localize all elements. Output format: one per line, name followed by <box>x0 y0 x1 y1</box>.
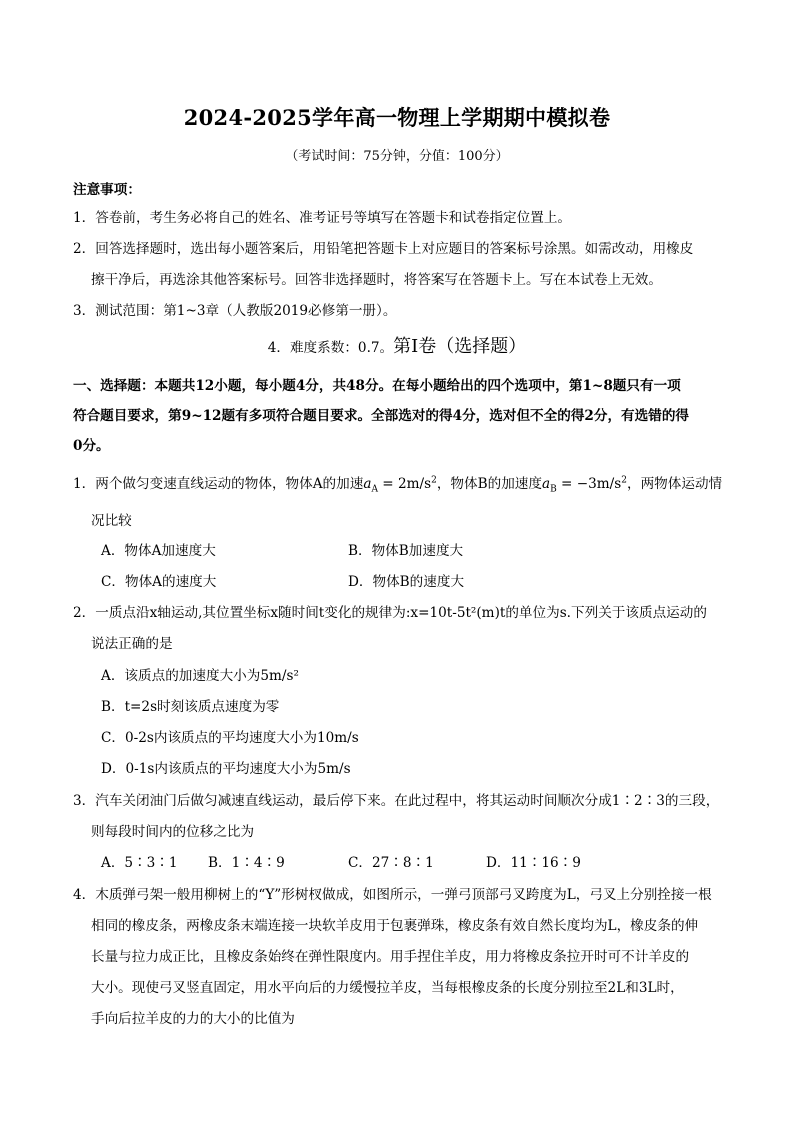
q1-eq-b: = −3m/s <box>556 476 622 492</box>
difficulty-note: 4．难度系数：0.7。 <box>267 340 394 356</box>
q1-sub-a: A <box>371 484 378 495</box>
q2-option-a: A．该质点的加速度大小为5m/s² <box>101 668 299 684</box>
q3-stem: 3．汽车关闭油门后做匀减速直线运动，最后停下来。在此过程中，将其运动时间顺次分成1∶2∶3的三段， <box>73 793 720 809</box>
q1-sup-b: 2 <box>621 475 627 486</box>
q2-option-d: D．0-1s内该质点的平均速度大小为5m/s <box>101 761 351 777</box>
q1-option-b: B．物体B加速度大 <box>348 543 464 559</box>
q1-stem <box>73 472 722 495</box>
q1-stem-cont: 况比较 <box>91 513 132 529</box>
note-item-2-cont: 擦干净后，再选涂其他答案标号。回答非选择题时，将答案写在答题卡上。写在本试卷上无效。 <box>91 272 662 288</box>
q3-stem-cont: 则每段时间内的位移之比为 <box>91 824 255 840</box>
q4-stem-4: 大小。现使弓叉竖直固定，用水平向后的力缓慢拉羊皮，当每根橡皮条的长度分别拉至2L和3L时， <box>91 980 684 996</box>
q1-formula-a: a <box>363 476 372 492</box>
q2-option-b: B．t=2s时刻该质点速度为零 <box>101 699 280 715</box>
section-heading-row <box>0 332 794 358</box>
q1-sup-a: 2 <box>431 475 437 486</box>
q1-option-c: C．物体A的速度大 <box>101 574 217 590</box>
q3-option-b: B．1∶4∶9 <box>208 855 285 871</box>
q1-sub-b: B <box>550 484 557 495</box>
q4-stem-2: 相同的橡皮条，两橡皮条末端连接一块软羊皮用于包裹弹珠，橡皮条有效自然长度均为L，橡皮条的伸 <box>91 918 699 934</box>
note-item-2: 2．回答选择题时，选出每小题答案后，用铅笔把答题卡上对应题目的答案标号涂黑。如需改动，用橡皮 <box>73 241 694 257</box>
q4-stem-3: 长量与拉力成正比，且橡皮条始终在弹性限度内。用手捏住羊皮，用力将橡皮条拉开时可不计羊皮的 <box>91 949 690 965</box>
section1-line-1: 一、选择题：本题共12小题，每小题4分，共48分。在每小题给出的四个选项中，第1~8题只有一项 <box>73 378 681 394</box>
q2-stem: 2．一质点沿x轴运动,其位置坐标x随时间t变化的规律为:x=10t-5t²(m)t的单位为s.下列关于该质点运动的 <box>73 605 707 621</box>
q4-stem-1: 4．木质弹弓架一般用柳树上的“Y”形树杈做成，如图所示，一弹弓顶部弓叉跨度为L，弓叉上分别拴接一根 <box>73 887 712 903</box>
exam-subtitle: （考试时间：75分钟，分值：100分） <box>285 149 509 164</box>
q1-text-1: 1．两个做匀变速直线运动的物体，物体A的加速 <box>73 476 364 492</box>
note-item-3: 3．测试范围：第1~3章（人教版2019必修第一册）。 <box>73 303 397 319</box>
section1-line-3: 0分。 <box>73 438 110 454</box>
q2-option-c: C．0-2s内该质点的平均速度大小为10m/s <box>101 730 359 746</box>
q2-stem-cont: 说法正确的是 <box>91 636 173 652</box>
q1-option-a: A．物体A加速度大 <box>101 543 216 559</box>
q1-eq-a: = 2m/s <box>377 476 432 492</box>
exam-title: 2024-2025学年高一物理上学期期中模拟卷 <box>183 105 611 130</box>
section1-line-2: 符合题目要求，第9~12题有多项符合题目要求。全部选对的得4分，选对但不全的得2分，有选错的得 <box>73 408 690 424</box>
q1-text-3: ，两物体运动情 <box>626 476 723 492</box>
q4-stem-5: 手向后拉羊皮的力的大小的比值为 <box>91 1011 295 1027</box>
q3-option-a: A．5∶3∶1 <box>101 855 178 871</box>
notes-heading: 注意事项： <box>73 182 141 198</box>
note-item-1: 1．答卷前，考生务必将自己的姓名、准考证号等填写在答题卡和试卷指定位置上。 <box>73 210 572 226</box>
q3-option-d: D．11∶16∶9 <box>486 855 581 871</box>
q1-formula-b: a <box>541 476 551 492</box>
q3-option-c: C．27∶8∶1 <box>348 855 434 871</box>
q1-option-d: D．物体B的速度大 <box>348 574 465 590</box>
section-title: 第Ⅰ卷（选择题） <box>393 336 527 357</box>
q1-text-2: ，物体B的加速度 <box>436 476 542 492</box>
